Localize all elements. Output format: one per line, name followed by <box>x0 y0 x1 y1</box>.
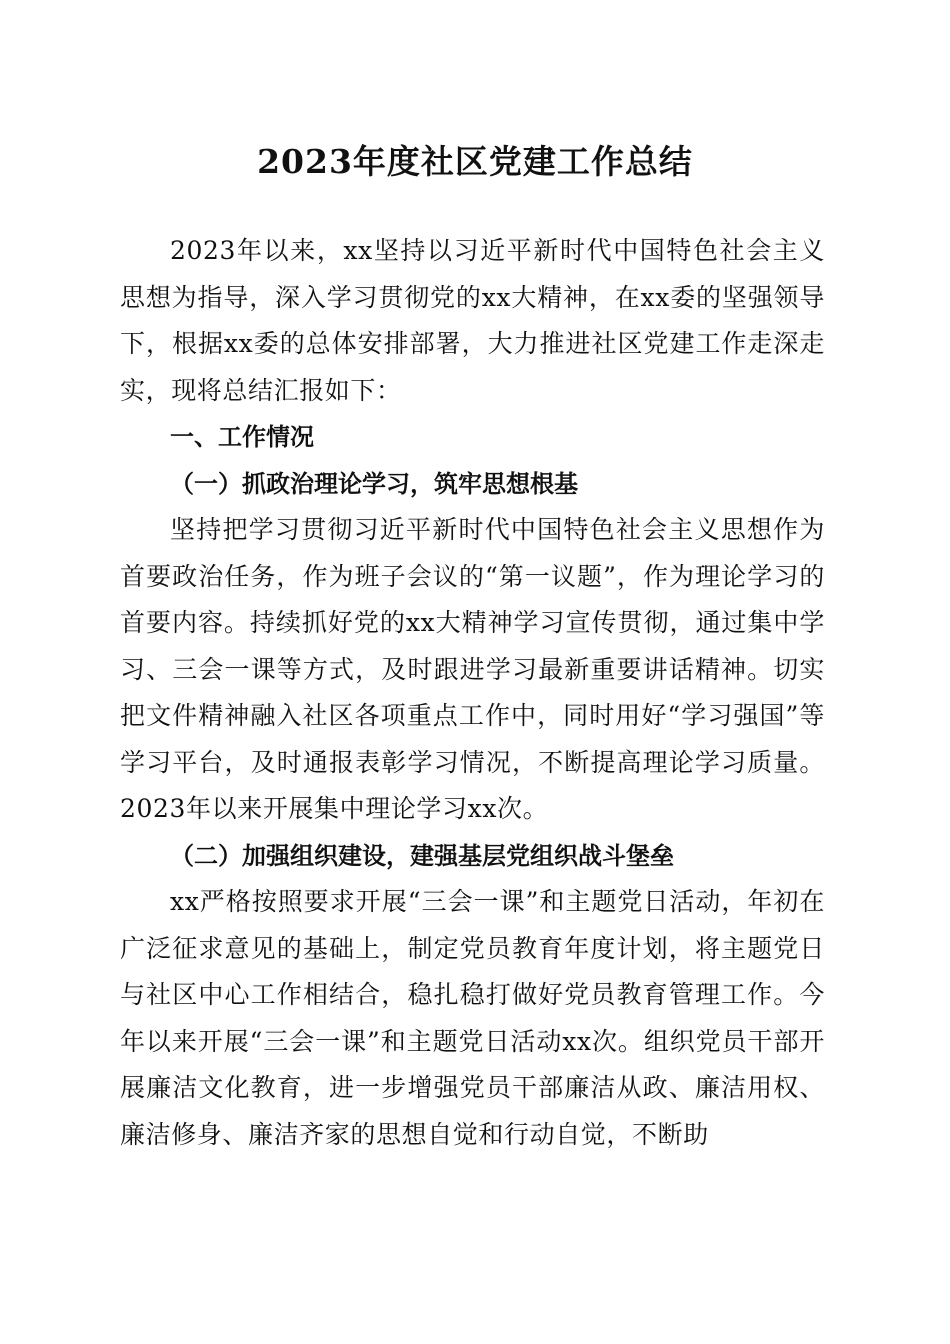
organization-paragraph: xx严格按照要求开展“三会一课”和主题党日活动，年初在广泛征求意见的基础上，制定党员教育年度计划，将主题党日与社区中心工作相结合，稳扎稳打做好党员教育管理工作。今年以来开展“三会一课”和主题党日活动xx次。组织党员干部开展廉洁文化教育，进一步增强党员干部廉洁从政、廉洁用权、廉洁修身、廉洁齐家的思想自觉和行动自觉，不断助 <box>120 887 825 1149</box>
theory-study-paragraph: 坚持把学习贯彻习近平新时代中国特色社会主义思想作为首要政治任务，作为班子会议的“第一议题”，作为理论学习的首要内容。持续抓好党的xx大精神学习宣传贯彻，通过集中学习、三会一课等方式，及时跟进学习最新重要讲话精神。切实把文件精神融入社区各项重点工作中，同时用好“学习强国”等学习平台，及时通报表彰学习情况，不断提高理论学习质量。2023年以来开展集中理论学习xx次。 <box>120 515 825 823</box>
document-body <box>120 228 825 1158</box>
document-title: 2023年度社区党建工作总结 <box>257 142 693 181</box>
intro-paragraph: 2023年以来，xx坚持以习近平新时代中国特色社会主义思想为指导，深入学习贯彻党的xx大精神，在xx委的坚强领导下，根据xx委的总体安排部署，大力推进社区党建工作走深走实，现将总结汇报如下： <box>120 236 825 405</box>
section-heading-work-status: 一、工作情况 <box>170 423 314 451</box>
subsection-heading-theory-study: （一）抓政治理论学习，筑牢思想根基 <box>170 468 578 498</box>
subsection-heading-organization: （二）加强组织建设，建强基层党组织战斗堡垒 <box>170 840 674 870</box>
